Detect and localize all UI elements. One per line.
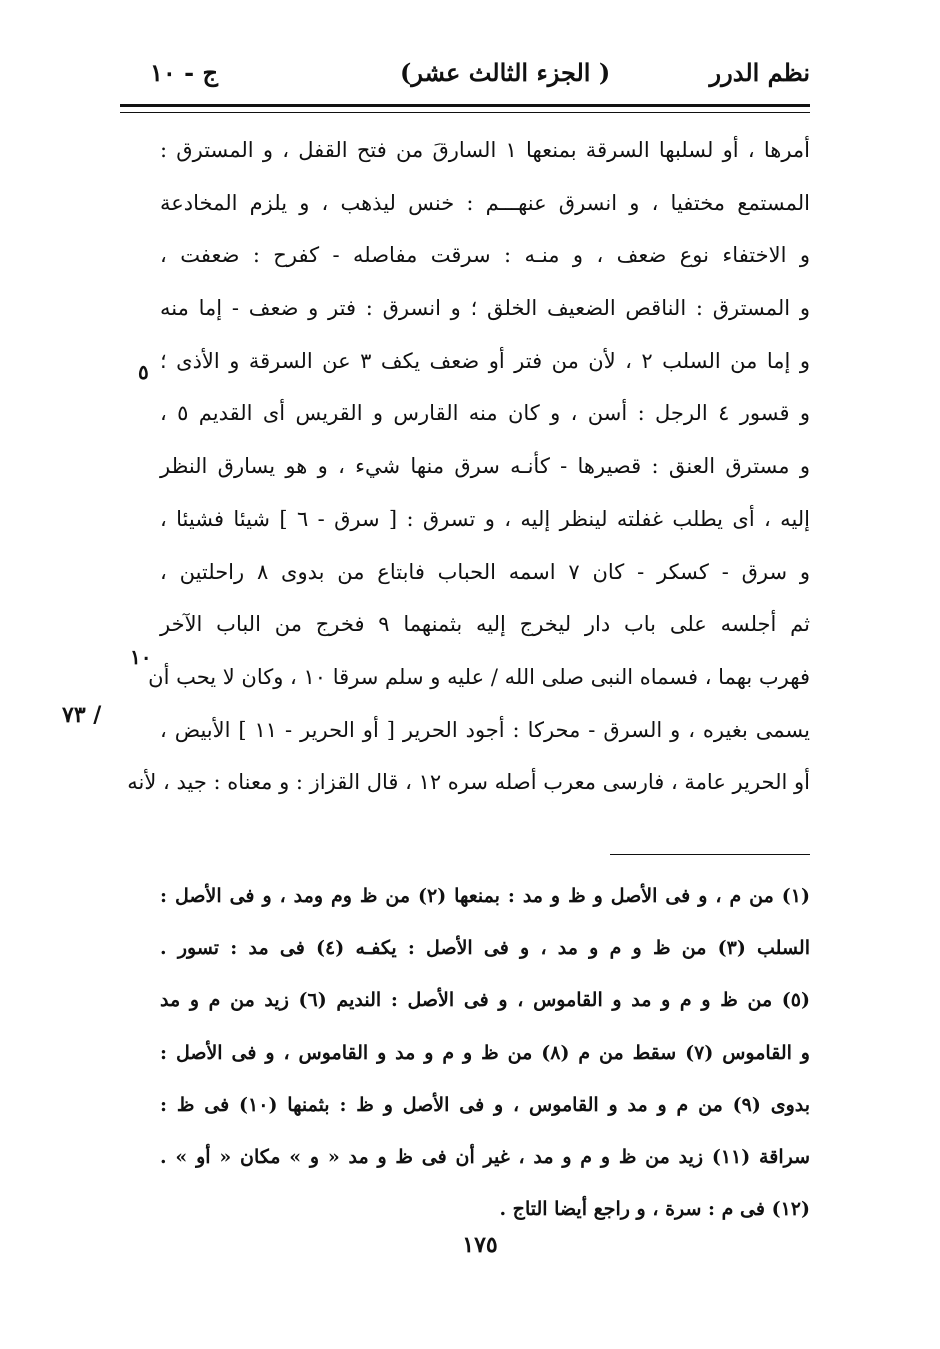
- text-line: و إما من السلب ٢ ، لأن من فتر أو ضعف يكف ٣ عن السرقة و الأذى ؛: [160, 348, 810, 373]
- footnotes: [160, 870, 810, 1235]
- footnote-line: سراقة (١١) زيد من ظ و م و مد ، غير أن فى ظ و مد « و » مكان « أو » .: [160, 1145, 810, 1168]
- header-rule-thick: [120, 104, 810, 107]
- text-line: فهرب بهما ، فسماه النبى صلى الله / عليه و سلم سرقا ١٠ ، وكان لا يحب أن: [148, 664, 810, 689]
- part-label: (الجزء الثالث عشر ): [400, 58, 611, 87]
- manuscript-page-ref: ٧٣ /: [62, 702, 102, 728]
- text-line: أمرها ، أو لسلبها السرقة بمنعها ١ السارقَ من فتح القفل ، و المسترق :: [160, 138, 810, 162]
- text-line: أو الحرير عامة ، فارسى معرب أصله سره ١٢ ، قال القزاز : و معناه : جيد ، لأنه: [127, 770, 810, 795]
- text-line: و مسترق العنق : قصيرها - كأنـه سرق منها شيء ، و هو يسارق النظر: [160, 454, 810, 479]
- line-number-10: ١٠: [130, 645, 152, 669]
- text-line: إليه ، أى يطلب غفلته لينظر إليه ، و تسرق : [ سرق - ٦ ] شيئا فشيئا ،: [160, 506, 811, 531]
- footnote-line: و القاموس (٧) سقط من م (٨) من ظ و م و مد و القاموس ، و فى الأصل :: [160, 1041, 810, 1064]
- footnote-line: (١) من م ، و فى الأصل و ظ و مد : بمنعها (٢) من ظ وم ومد ، و فى الأصل :: [160, 885, 810, 907]
- header-rule-thin: [120, 112, 810, 113]
- footnote-line: بدوى (٩) من م و مد و القاموس ، و فى الأصل و ظ : بثمنها (١٠) فى ظ :: [160, 1093, 811, 1116]
- text-line: و الاختفاء نوع ضعف ، و منـه : سرقت مفاصله - كفرح : ضعفت ،: [160, 243, 810, 268]
- line-number-5: ٥: [138, 360, 149, 384]
- footnote-line: (٥) من ظ و م و مد و القاموس ، و فى الأصل : النديم (٦) زيد من م و مد: [160, 989, 811, 1012]
- running-header: [150, 58, 810, 98]
- text-line: ثم أجلسه على باب دار ليخرج إليه بثمنهما ٩ فخرج من الباب الآخر: [160, 612, 810, 637]
- main-text: [127, 124, 811, 809]
- text-line: يسمى بغيره ، و السرق - محركا : أجود الحرير [ أو الحرير - ١١ ] الأبيض ،: [160, 717, 810, 742]
- text-line: المستمع مختفيا ، و انسرق عنهـــم : خنس ليذهب ، و يلزم المخادعة: [160, 190, 810, 215]
- book-title: نظم الدرر: [709, 58, 810, 87]
- footnote-line: السلب (٣) من ظ و م و مد ، و فى الأصل : يكفـه (٤) فى مد : تسور .: [160, 937, 810, 960]
- text-line: و قسور ٤ الرجل : أسن ، و كان منه القارس و القريس أى القديم ٥ ،: [160, 401, 810, 426]
- text-line: و سرق - كسكر - كان ٧ اسمه الحباب فابتاع من بدوى ٨ راحلتين ،: [160, 559, 811, 584]
- footnote-line: (١٢) فى م : سرة ، و راجع أيضا التاج .: [499, 1198, 810, 1221]
- volume-label: ج - ١٠: [150, 58, 218, 87]
- text-line: و المسترق : الناقص الضعيف الخلق ؛ و انسرق : فتر و ضعف - إما منه: [160, 296, 810, 321]
- page-number: ١٧٥: [462, 1232, 498, 1258]
- footnote-rule: [610, 854, 810, 855]
